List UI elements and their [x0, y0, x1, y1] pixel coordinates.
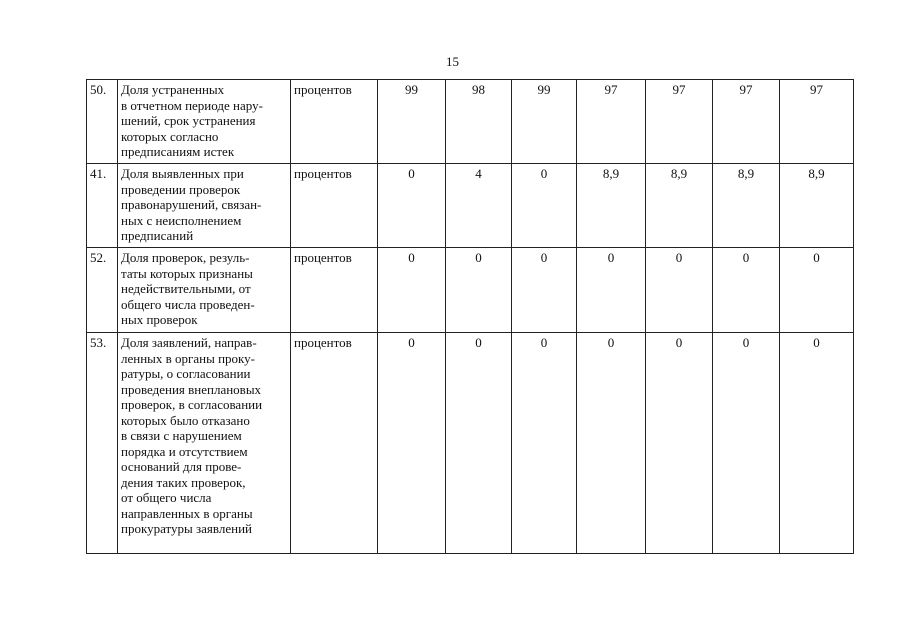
value-cell: 0: [646, 333, 713, 554]
indicator-description: Доля проверок, резуль- таты которых признаны недействительными, от общего числа проведен- ных проверок: [118, 248, 291, 333]
value-cell: 0: [378, 248, 446, 333]
indicators-table: [86, 79, 854, 554]
value-cell: 97: [646, 80, 713, 164]
value-cell: 0: [446, 248, 512, 333]
row-number: 53.: [87, 333, 118, 554]
value-cell: 0: [577, 333, 646, 554]
value-cell: 97: [577, 80, 646, 164]
value-cell: 0: [577, 248, 646, 333]
unit-cell: процентов: [291, 333, 378, 554]
value-cell: 8,9: [577, 164, 646, 248]
table-row: [87, 333, 854, 554]
value-cell: 0: [713, 333, 780, 554]
unit-cell: процентов: [291, 164, 378, 248]
unit-cell: процентов: [291, 248, 378, 333]
unit-cell: процентов: [291, 80, 378, 164]
value-cell: 97: [780, 80, 854, 164]
value-cell: 0: [646, 248, 713, 333]
row-number: 52.: [87, 248, 118, 333]
value-cell: 8,9: [780, 164, 854, 248]
indicator-description: Доля выявленных при проведении проверок правонарушений, связан- ных с неисполнением предписаний: [118, 164, 291, 248]
value-cell: 0: [446, 333, 512, 554]
indicator-description: Доля устраненных в отчетном периоде нару- шений, срок устранения которых согласно предписаниям истек: [118, 80, 291, 164]
table-row: [87, 248, 854, 333]
value-cell: 98: [446, 80, 512, 164]
table-row: [87, 164, 854, 248]
value-cell: 0: [713, 248, 780, 333]
row-number: 50.: [87, 80, 118, 164]
value-cell: 0: [512, 248, 577, 333]
value-cell: 0: [512, 333, 577, 554]
value-cell: 0: [378, 333, 446, 554]
value-cell: 0: [780, 248, 854, 333]
value-cell: 99: [512, 80, 577, 164]
row-number: 41.: [87, 164, 118, 248]
value-cell: 97: [713, 80, 780, 164]
value-cell: 8,9: [713, 164, 780, 248]
value-cell: 99: [378, 80, 446, 164]
indicator-description: Доля заявлений, направ- ленных в органы проку- ратуры, о согласовании проведения внеплановых проверок, в согласовании которых было отказано в связи с нарушением порядка и отсутствием оснований для прове- дения таких проверок, от общего числа направленных в органы прокуратуры заявлений: [118, 333, 291, 554]
value-cell: 0: [780, 333, 854, 554]
table-row: [87, 80, 854, 164]
value-cell: 8,9: [646, 164, 713, 248]
value-cell: 4: [446, 164, 512, 248]
page-number: 15: [446, 54, 459, 69]
value-cell: 0: [512, 164, 577, 248]
value-cell: 0: [378, 164, 446, 248]
